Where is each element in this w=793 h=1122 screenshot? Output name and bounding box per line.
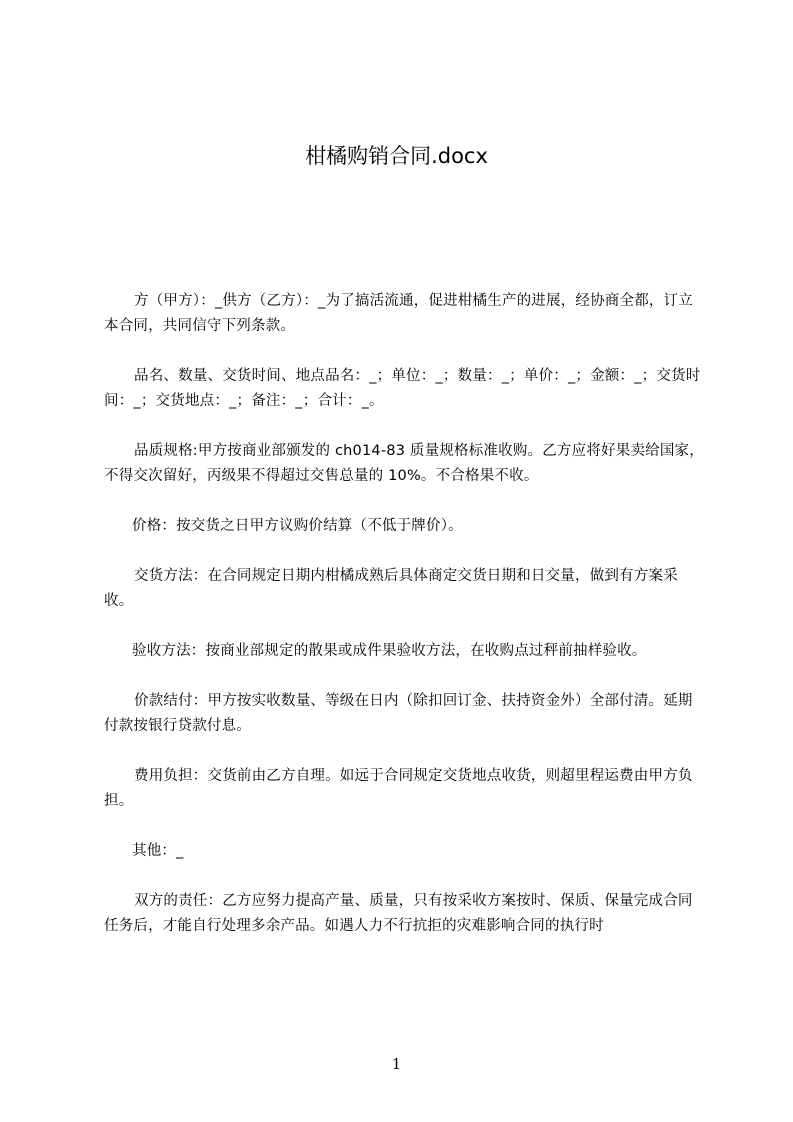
document-body (104, 289, 704, 964)
paragraph-text: 交货方法：在合同规定日期内柑橘成熟后具体商定交货日期和日交量，做到有方案采收。 (104, 568, 678, 609)
paragraph-price (104, 514, 704, 539)
paragraph-delivery-method (104, 564, 704, 614)
paragraph-product-details (104, 364, 704, 414)
paragraph-text: 价款结付：甲方按实收数量、等级在日内（除扣回订金、扶持资金外）全部付清。延期付款按银行贷款付息。 (104, 693, 693, 734)
paragraph-other (104, 839, 704, 864)
paragraph-text: 品名、数量、交货时间、地点品名：_；单位：_；数量：_；单价：_；金额：_；交货时间：_；交货地点：_；备注：_；合计：_。 (104, 368, 701, 409)
paragraph-text: 双方的责任：乙方应努力提高产量、质量，只有按采收方案按时、保质、保量完成合同任务后，才能自行处理多余产品。如遇人力不行抗拒的灾难影响合同的执行时 (104, 893, 693, 934)
paragraph-payment (104, 689, 704, 739)
paragraph-expenses (104, 764, 704, 814)
document-title: 柑橘购销合同.docx (305, 144, 488, 168)
paragraph-text: 价格：按交货之日甲方议购价结算（不低于牌价）。 (132, 518, 463, 534)
paragraph-responsibilities (104, 889, 704, 939)
paragraph-text: 方（甲方）：_供方（乙方）：_为了搞活流通，促进柑橘生产的进展，经协商全都，订立本合同，共同信守下列条款。 (104, 293, 693, 334)
paragraph-text: 验收方法：按商业部规定的散果或成件果验收方法，在收购点过秤前抽样验收。 (132, 643, 647, 659)
paragraph-text: 其他：_ (132, 843, 184, 859)
paragraph-quality-spec (104, 439, 704, 489)
paragraph-text: 费用负担：交货前由乙方自理。如远于合同规定交货地点收货，则超里程运费由甲方负担。 (104, 768, 693, 809)
paragraph-text: 品质规格:甲方按商业部颁发的 ch014-83 质量规格标准收购。乙方应将好果卖给国家，不得交次留好，丙级果不得超过交售总量的 10%。不合格果不收。 (104, 443, 704, 484)
page-number: 1 (391, 1055, 402, 1073)
paragraph-inspection-method (104, 639, 704, 664)
paragraph-parties (104, 289, 704, 339)
